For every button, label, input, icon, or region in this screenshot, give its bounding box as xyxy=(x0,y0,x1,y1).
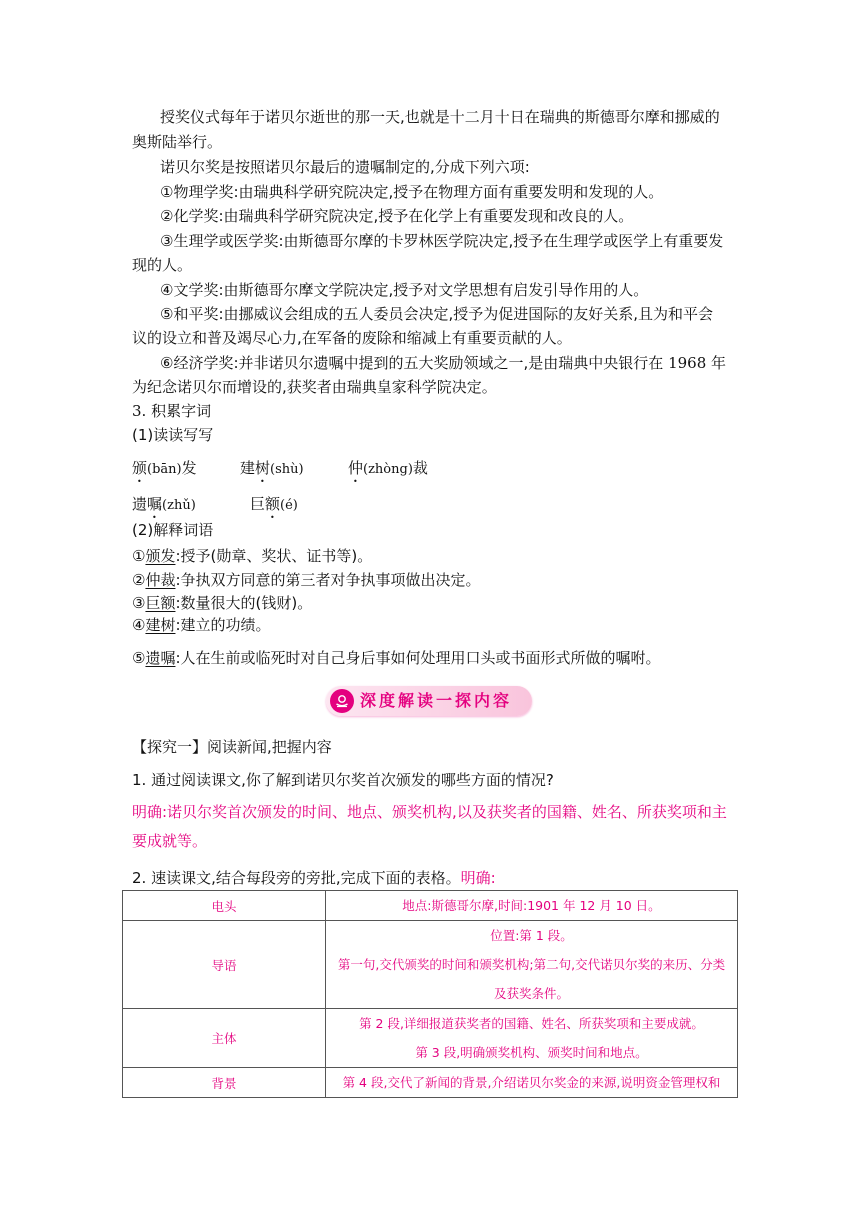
word-item xyxy=(132,457,197,486)
word-char: 仲 xyxy=(348,459,364,477)
word-pinyin: (bān) xyxy=(147,462,182,477)
table-content-cell xyxy=(326,1009,738,1068)
table-row xyxy=(123,1009,738,1068)
table-label-cell: 主体 xyxy=(123,1009,326,1068)
paragraph-line: 诺贝尔奖是按照诺贝尔最后的遗嘱制定的,分成下列六项: xyxy=(160,158,530,176)
item6-year: 1968 xyxy=(668,354,707,372)
prize-item: ④文学奖:由斯德哥尔摩文学院决定,授予对文学思想有启发引导作用的人。 xyxy=(160,281,649,299)
word-pinyin: (é) xyxy=(280,498,298,513)
question-2-answer-label: 明确: xyxy=(460,869,496,887)
table-content-cell xyxy=(326,1068,738,1098)
word-char: 裁 xyxy=(412,459,428,477)
table-label-cell: 电头 xyxy=(123,891,326,921)
item6-text: ⑥经济学奖:并非诺贝尔遗嘱中提到的五大奖励领域之一,是由瑞典中央银行在 xyxy=(160,354,664,372)
subsection-heading: (1)读读写写 xyxy=(132,426,214,444)
prize-item: ②化学奖:由瑞典科学研究院决定,授予在化学上有重要发现和改良的人。 xyxy=(160,207,634,225)
word-item xyxy=(132,493,196,522)
prize-item: 为纪念诺贝尔而增设的,获奖者由瑞典皇家科学院决定。 xyxy=(132,378,497,396)
definition-item xyxy=(132,647,661,669)
definition-term: 仲裁 xyxy=(145,571,176,589)
explore-heading: 【探究一】阅读新闻,把握内容 xyxy=(132,738,332,756)
table-content-cell xyxy=(326,891,738,921)
section-banner xyxy=(326,686,532,716)
definition-text: :争执双方同意的第三者对争执事项做出决定。 xyxy=(175,571,481,589)
word-char: 遗 xyxy=(132,495,148,513)
section-heading: 3. 积累字词 xyxy=(132,402,212,420)
definition-num: ③ xyxy=(132,594,146,612)
definition-item xyxy=(132,592,312,614)
prize-item: ⑤和平奖:由挪威议会组成的五人委员会决定,授予为促进国际的友好关系,且为和平会 xyxy=(160,305,714,323)
word-char: 发 xyxy=(181,459,197,477)
prize-item xyxy=(160,352,726,374)
paragraph-line: 授奖仪式每年于诺贝尔逝世的那一天,也就是十二月十日在瑞典的斯德哥尔摩和挪威的 xyxy=(160,108,720,126)
cell-line: 第一句,交代颁奖的时间和颁奖机构;第二句,交代诺贝尔奖的来历、分类 xyxy=(337,957,726,972)
prize-item: ③生理学或医学奖:由斯德哥尔摩的卡罗林医学院决定,授予在生理学或医学上有重要发 xyxy=(160,232,724,250)
prize-item: 现的人。 xyxy=(132,256,193,274)
word-item xyxy=(348,457,428,486)
definition-term: 遗嘱 xyxy=(145,649,176,667)
word-char: 巨 xyxy=(250,495,266,513)
word-pinyin: (zhòng) xyxy=(363,462,413,477)
word-item xyxy=(240,457,304,486)
word-char: 建 xyxy=(240,459,256,477)
answer-1: 要成就等。 xyxy=(132,832,208,850)
word-char: 颁 xyxy=(132,459,148,477)
word-item xyxy=(250,493,298,522)
subsection-heading: (2)解释词语 xyxy=(132,521,214,539)
word-char: 树 xyxy=(255,459,271,477)
prize-item: 议的设立和普及竭尽心力,在军备的废除和缩减上有重要贡献的人。 xyxy=(132,329,572,347)
cell-line: 第 2 段,详细报道获奖者的国籍、姓名、所获奖项和主要成就。 xyxy=(359,1016,704,1031)
table-label-cell: 背景 xyxy=(123,1068,326,1098)
banner-title: 深度解读一探内容 xyxy=(360,691,513,710)
table-row xyxy=(123,1068,738,1098)
question-2 xyxy=(132,867,496,889)
definition-text: :建立的功绩。 xyxy=(175,616,271,634)
reading-badge-icon xyxy=(330,689,354,713)
table-row xyxy=(123,921,738,1009)
cell-line: 位置:第 1 段。 xyxy=(490,928,573,943)
word-char: 额 xyxy=(265,495,281,513)
definition-num: ⑤ xyxy=(132,649,146,667)
definition-num: ① xyxy=(132,547,146,565)
definition-text: :授予(勋章、奖状、证书等)。 xyxy=(175,547,373,565)
cell-line: 及获奖条件。 xyxy=(493,986,569,1001)
word-pinyin: (zhǔ) xyxy=(162,498,196,513)
definition-text: :人在生前或临死时对自己身后事如何处理用口头或书面形式所做的嘱咐。 xyxy=(175,649,661,667)
cell-line: 地点:斯德哥尔摩,时间:1901 年 12 月 10 日。 xyxy=(402,898,661,913)
definition-term: 巨额 xyxy=(145,594,176,612)
definition-text: :数量很大的(钱财)。 xyxy=(175,594,313,612)
cell-line: 第 3 段,明确颁奖机构、颁奖时间和地点。 xyxy=(415,1045,648,1060)
definition-term: 颁发 xyxy=(145,547,176,565)
table-label-cell: 导语 xyxy=(123,921,326,1009)
word-char: 嘱 xyxy=(147,495,163,513)
answer-1: 明确:诺贝尔奖首次颁发的时间、地点、颁奖机构,以及获奖者的国籍、姓名、所获奖项和主 xyxy=(132,803,727,821)
paragraph-line: 奥斯陆举行。 xyxy=(132,133,223,151)
table-content-cell xyxy=(326,921,738,1009)
definition-item xyxy=(132,569,481,591)
definition-item xyxy=(132,545,372,567)
word-pinyin: (shù) xyxy=(270,462,304,477)
definition-item xyxy=(132,614,271,636)
definition-num: ② xyxy=(132,571,146,589)
prize-item: ①物理学奖:由瑞典科学研究院决定,授予在物理方面有重要发明和发现的人。 xyxy=(160,183,664,201)
question-1: 1. 通过阅读课文,你了解到诺贝尔奖首次颁发的哪些方面的情况? xyxy=(132,771,554,789)
news-structure-table xyxy=(122,890,738,1098)
question-2-text: 2. 速读课文,结合每段旁的旁批,完成下面的表格。 xyxy=(132,869,461,887)
table-row xyxy=(123,891,738,921)
cell-line: 第 4 段,交代了新闻的背景,介绍诺贝尔奖金的来源,说明资金管理权和 xyxy=(342,1075,721,1090)
definition-num: ④ xyxy=(132,616,146,634)
definition-term: 建树 xyxy=(145,616,176,634)
item6-year-unit: 年 xyxy=(711,354,727,372)
